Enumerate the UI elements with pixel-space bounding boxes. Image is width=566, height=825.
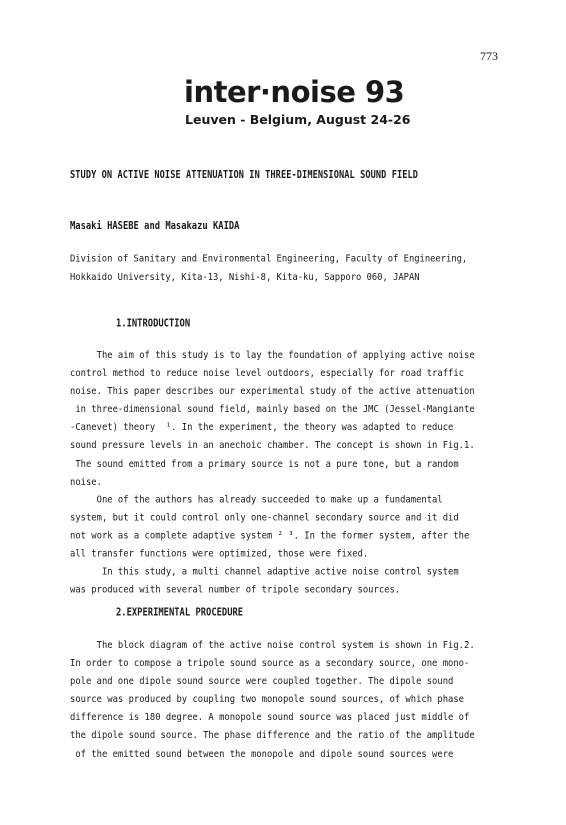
conference-title: inter·noise 93 [184,75,405,109]
text-line: system, but it could control only one-channel secondary source and it did [70,512,459,524]
authors: Masaki HASEBE and Masakazu KAIDA [70,220,240,233]
text-line: in three-dimensional sound field, mainly based on the JMC (Jessel-Mangiante [70,404,475,416]
introduction-text [70,347,500,599]
experimental-procedure-text [70,637,500,763]
text-line: The block diagram of the active noise control system is shown in Fig.2. [70,640,475,652]
section-heading-experimental-procedure: 2.EXPERIMENTAL PROCEDURE [116,607,244,619]
text-line: noise. This paper describes our experimental study of the active attenuation [70,386,475,398]
affiliation [70,251,490,287]
section-heading-introduction: 1.INTRODUCTION [116,318,191,330]
text-line: noise. [70,476,102,488]
text-line: all transfer functions were optimized, those were fixed. [70,548,369,560]
text-line: the dipole sound source. The phase difference and the ratio of the amplitude [70,730,475,742]
paper-title: STUDY ON ACTIVE NOISE ATTENUATION IN THREE-DIMENSIONAL SOUND FIELD [70,169,419,182]
affiliation-line: Hokkaido University, Kita-13, Nishi-8, Kita-ku, Sapporo 060, JAPAN [70,271,420,283]
text-line: difference is 180 degree. A monopole sound source was placed just middle of [70,712,470,724]
text-line: pole and one dipole sound source were coupled together. The dipole sound [70,676,454,688]
text-line: -Canevet) theory ¹. In the experiment, the theory was adapted to reduce [70,422,454,434]
text-line: In this study, a multi channel adaptive active noise control system [70,566,459,578]
text-line: In order to compose a tripole sound source as a secondary source, one mono- [70,658,470,670]
affiliation-line: Division of Sanitary and Environmental Engineering, Faculty of Engineering, [70,253,468,265]
text-line: sound pressure levels in an anechoic chamber. The concept is shown in Fig.1. [70,440,475,452]
text-line: was produced with several number of tripole secondary sources. [70,584,401,596]
text-line: of the emitted sound between the monopole and dipole sound sources were [70,748,454,760]
text-line: One of the authors has already succeeded to make up a fundamental [70,494,443,506]
text-line: not work as a complete adaptive system ² ³. In the former system, after the [70,530,470,542]
conference-subtitle: Leuven - Belgium, August 24-26 [185,112,411,127]
page-number: 773 [480,49,498,63]
text-line: source was produced by coupling two monopole sound sources, of which phase [70,694,465,706]
text-line: control method to reduce noise level outdoors, especially for road traffic [70,368,465,380]
text-line: The aim of this study is to lay the foundation of applying active noise [70,350,475,362]
text-line: The sound emitted from a primary source is not a pure tone, but a random [70,458,459,470]
